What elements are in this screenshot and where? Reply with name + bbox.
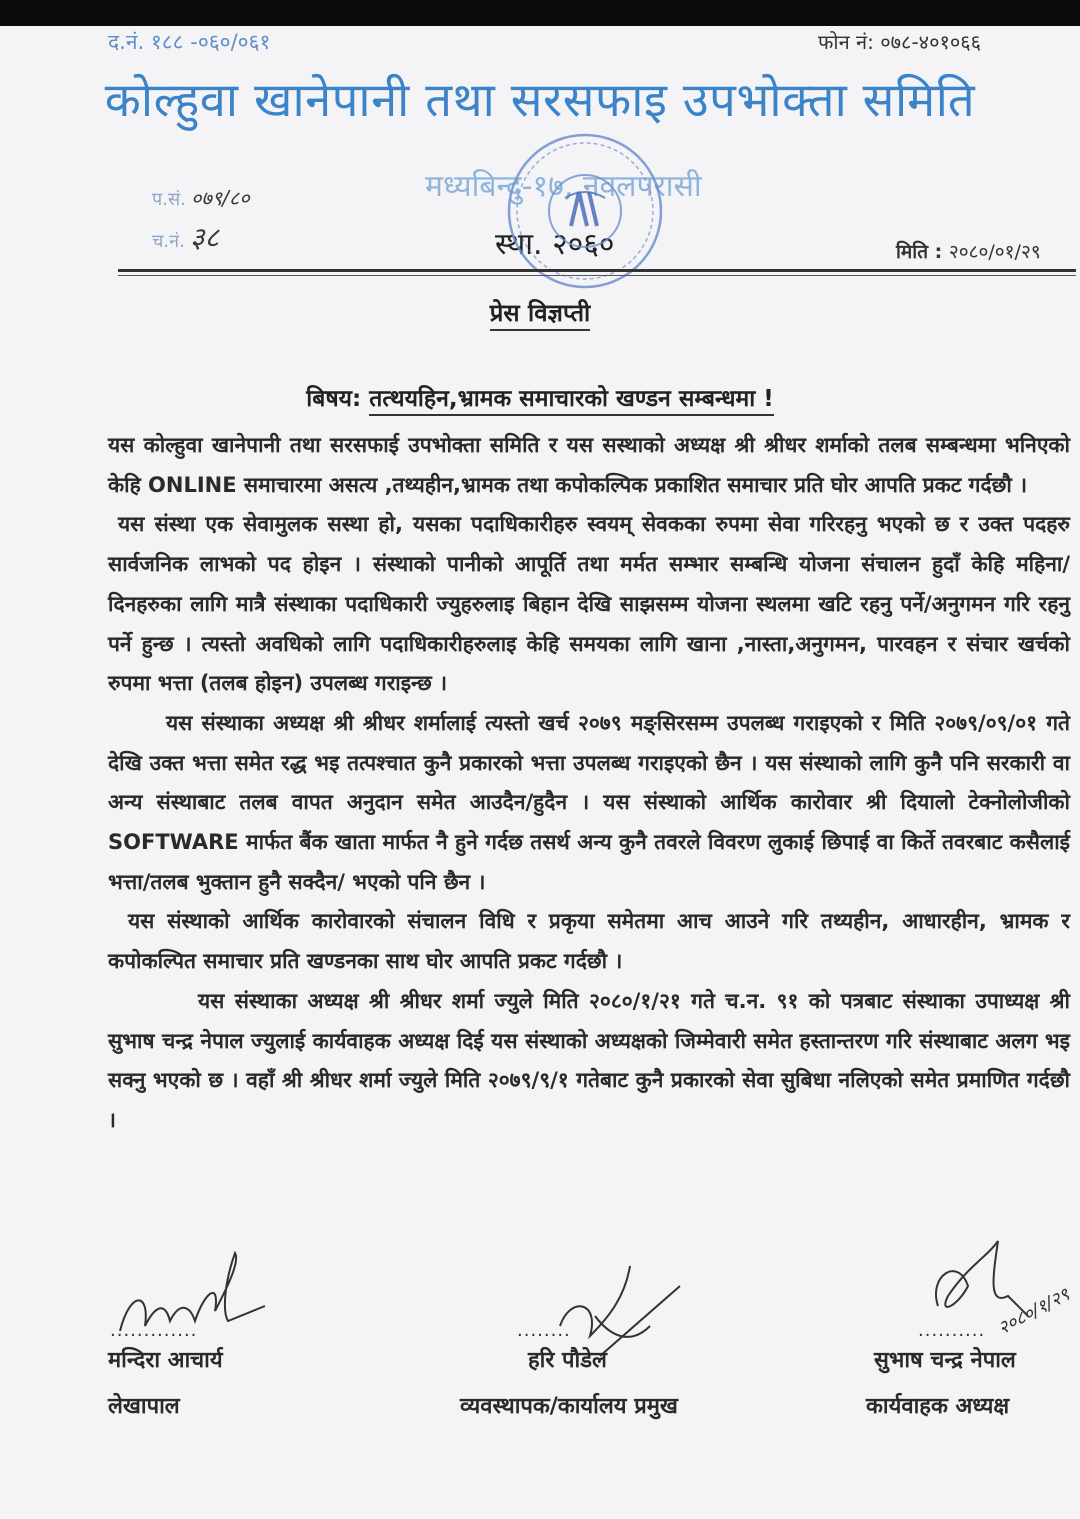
letter-ref-label: प.सं.	[152, 189, 186, 210]
status-bar	[0, 0, 1080, 26]
document-page: द.नं. १८८ -०६०/०६१ फोन नं: ०७८-४०१०६६ कोल्हुवा खानेपानी तथा सरसफाइ उपभोक्ता समिति मध्यबिन्दु-१७, नवलपरासी स्था. २०६० प.सं. ०७९/८० च.नं. ३८ मिति : २०८०/०१/२९ प्रेस विज्ञप्ती बिषय: तत्थयहिन,भ्रामक समाचारको खण्डन सम्बन्धमा ! यस कोल्हुवा खानेपानी तथा सरसफाई उपभोक्ता समिति र यस सस्थाको अध्यक्ष श्री श्रीधर शर्माको तलब सम्बन्धमा भनिएको केहि ONLINE समाचारमा असत्य ,तथ्यहीन,भ्रामक तथा कपोकल्पिक प्रकाशित समाचार प्रति घोर आपति प्रकट गर्दछौ । यस संस्था एक सेवामुलक सस्था हो, यसका पदाधिकारीहरु स्वयम् सेवकका रुपमा सेवा गरिरहनु भएको छ र उक्त पदहरु सार्वजनिक लाभको पद होइन । संस्थाको पानीको आपूर्ति तथा मर्मत सम्भार सम्बन्धि योजना संचालन हुदाँ केहि महिना/दिनहरुका लागि मात्रै संस्थाका पदाधिकारी ज्युहरुलाइ बिहान देखि साझसम्म योजना स्थलमा खटि रहनु पर्ने/अनुगमन गरि रहनु पर्ने हुन्छ । त्यस्तो अवधिको लागि पदाधिकारीहरुलाइ केहि समयका लागि खाना ,नास्ता,अनुगमन, पारवहन र संचार खर्चको रुपमा भत्ता (तलब होइन) उपलब्ध गराइन्छ । यस संस्थाका अध्यक्ष श्री श्रीधर शर्मालाई त्यस्तो खर्च २०७९ मङ्सिरसम्म उपलब्ध गराइएको र मिति २०७९/०९/०१ गते देखि उक्त भत्ता समेत रद्ध भइ तत्पश्चात कुनै प्रकारको भत्ता उपलब्ध गराइएको छैन । यस संस्थाको लागि कुनै पनि सरकारी वा अन्य संस्थाबाट तलब वापत अनुदान समेत आउदैन/हुदैन । यस संस्थाको आर्थिक कारोवार श्री दियालो टेक्नोलोजीको SOFTWARE मार्फत बैंक खाता मार्फत नै हुने गर्दछ तसर्थ अन्य कुनै तवरले विवरण लुकाई छिपाई वा किर्ते तवरबाट कसैलाई भत्ता/तलब भुक्तान हुनै सक्दैन/ भएको पनि छैन । यस संस्थाको आर्थिक कारोवारको संचालन विधि र प्रकृया समेतमा आच आउने गरि तथ्यहीन, आधारहीन, भ्रामक र कपोकल्पित समाचार प्रति खण्डनका साथ घोर आपति प्रकट गर्दछौ । यस संस्थाका अध्यक्ष श्री श्रीधर शर्मा ज्युले मिति २०८०/१/२१ गते च.न. ९१ को पत्रबाट संस्थाका उपाध्यक्ष श्री सुभाष चन्द्र नेपाल ज्युलाई कार्यवाहक अध्यक्ष दिई यस संस्थाको अध्यक्षको जिम्मेवारी समेत हस्तान्तरण गरि संस्थाबाट अलग भइ सक्नु भएको छ । वहाँ श्री श्रीधर शर्मा ज्युले मिति २०७९/९/१ गतेबाट कुनै प्रकारको सेवा सुबिधा नलिएको समेत प्रमाणित गर्दछौ । ............. मन्दिरा आचार्य लेखापाल ........ हरि पौडेल व्यवस्थापक/कार्यालय प्रमुख २०८०/१/२९ .......... सुभाष चन्द्र नेपाल कार्यवाहक अध्यक्ष	[0, 26, 1080, 1519]
manager-name: हरि पौडेल	[528, 1348, 607, 1373]
acting-chairperson-name: सुभाष चन्द्र नेपाल	[874, 1348, 1016, 1373]
press-release-title: प्रेस विज्ञप्ती	[0, 296, 1080, 329]
letter-ref-value: ०७९/८०	[190, 186, 250, 210]
signature-date: २०८०/१/२९	[994, 1284, 1074, 1340]
organization-name: कोल्हुवा खानेपानी तथा सरसफाइ उपभोक्ता समिति	[104, 73, 976, 128]
dispatch-value: ३८	[189, 221, 220, 254]
header-divider-thin	[118, 275, 1076, 276]
letter-reference	[152, 184, 250, 211]
dispatch-label: च.नं.	[152, 231, 185, 252]
header-divider	[118, 269, 1076, 272]
established-year: स्था. २०६०	[495, 227, 615, 262]
subject-line	[0, 381, 1080, 413]
registration-number: द.नं. १८८ -०६०/०६१	[108, 30, 271, 54]
subject-label: बिषय:	[306, 386, 362, 412]
paragraph: यस संस्थाको आर्थिक कारोवारको संचालन विधि र प्रकृया समेतमा आच आउने गरि तथ्यहीन, आधारहीन, भ्रामक र कपोकल्पित समाचार प्रति खण्डनका साथ घोर आपति प्रकट गर्दछौ ।	[108, 909, 1070, 974]
accountant-name: मन्दिरा आचार्य	[108, 1348, 223, 1373]
paragraph: यस संस्थाका अध्यक्ष श्री श्रीधर शर्मालाई त्यस्तो खर्च २०७९ मङ्सिरसम्म उपलब्ध गराइएको र मिति २०७९/०९/०१ गते देखि उक्त भत्ता समेत रद्ध भइ तत्पश्चात कुनै प्रकारको भत्ता उपलब्ध गराइएको छैन । यस संस्थाको लागि कुनै पनि सरकारी वा अन्य संस्थाबाट तलब वापत अनुदान समेत आउदैन/हुदैन । यस संस्थाको आर्थिक कारोवार श्री दियालो टेक्नोलोजीको SOFTWARE मार्फत बैंक खाता मार्फत नै हुने गर्दछ तसर्थ अन्य कुनै तवरले विवरण लुकाई छिपाई वा किर्ते तवरबाट कसैलाई भत्ता/तलब भुक्तान हुनै सक्दैन/ भएको पनि छैन ।	[108, 710, 1070, 894]
phone-number: फोन नं: ०७८-४०१०६६	[818, 30, 982, 54]
paragraph: यस संस्थाका अध्यक्ष श्री श्रीधर शर्मा ज्युले मिति २०८०/१/२१ गते च.न. ९१ को पत्रबाट संस्थाका उपाध्यक्ष श्री सुभाष चन्द्र नेपाल ज्युलाई कार्यवाहक अध्यक्ष दिई यस संस्थाको अध्यक्षको जिम्मेवारी समेत हस्तान्तरण गरि संस्थाबाट अलग भइ सक्नु भएको छ । वहाँ श्री श्रीधर शर्मा ज्युले मिति २०७९/९/१ गतेबाट कुनै प्रकारको सेवा सुबिधा नलिएको समेत प्रमाणित गर्दछौ ।	[108, 988, 1070, 1132]
paragraph: यस संस्था एक सेवामुलक सस्था हो, यसका पदाधिकारीहरु स्वयम् सेवकका रुपमा सेवा गरिरहनु भएको छ र उक्त पदहरु सार्वजनिक लाभको पद होइन । संस्थाको पानीको आपूर्ति तथा मर्मत सम्भार सम्बन्धि योजना संचालन हुदाँ केहि महिना/दिनहरुका लागि मात्रै संस्थाका पदाधिकारी ज्युहरुलाइ बिहान देखि साझसम्म योजना स्थलमा खटि रहनु पर्ने/अनुगमन गरि रहनु पर्ने हुन्छ । त्यस्तो अवधिको लागि पदाधिकारीहरुलाइ केहि समयका लागि खाना ,नास्ता,अनुगमन, पारवहन र संचार खर्चको रुपमा भत्ता (तलब होइन) उपलब्ध गराइन्छ ।	[108, 512, 1070, 696]
organization-location: मध्यबिन्दु-१७, नवलपरासी	[425, 169, 702, 204]
letter-date	[896, 238, 1041, 264]
subject-text: तत्थयहिन,भ्रामक समाचारको खण्डन सम्बन्धमा !	[369, 386, 774, 416]
accountant-title: लेखापाल	[108, 1394, 180, 1419]
acting-chairperson-title: कार्यवाहक अध्यक्ष	[866, 1394, 1010, 1419]
dispatch-number	[152, 218, 219, 256]
date-value: २०८०/०१/२९	[948, 241, 1041, 263]
press-release-body	[108, 426, 1070, 1141]
manager-title: व्यवस्थापक/कार्यालय प्रमुख	[460, 1394, 678, 1419]
date-label: मिति :	[896, 241, 943, 263]
paragraph: यस कोल्हुवा खानेपानी तथा सरसफाई उपभोक्ता समिति र यस सस्थाको अध्यक्ष श्री श्रीधर शर्माको तलब सम्बन्धमा भनिएको केहि ONLINE समाचारमा असत्य ,तथ्यहीन,भ्रामक तथा कपोकल्पिक प्रकाशित समाचार प्रति घोर आपति प्रकट गर्दछौ ।	[108, 433, 1070, 497]
